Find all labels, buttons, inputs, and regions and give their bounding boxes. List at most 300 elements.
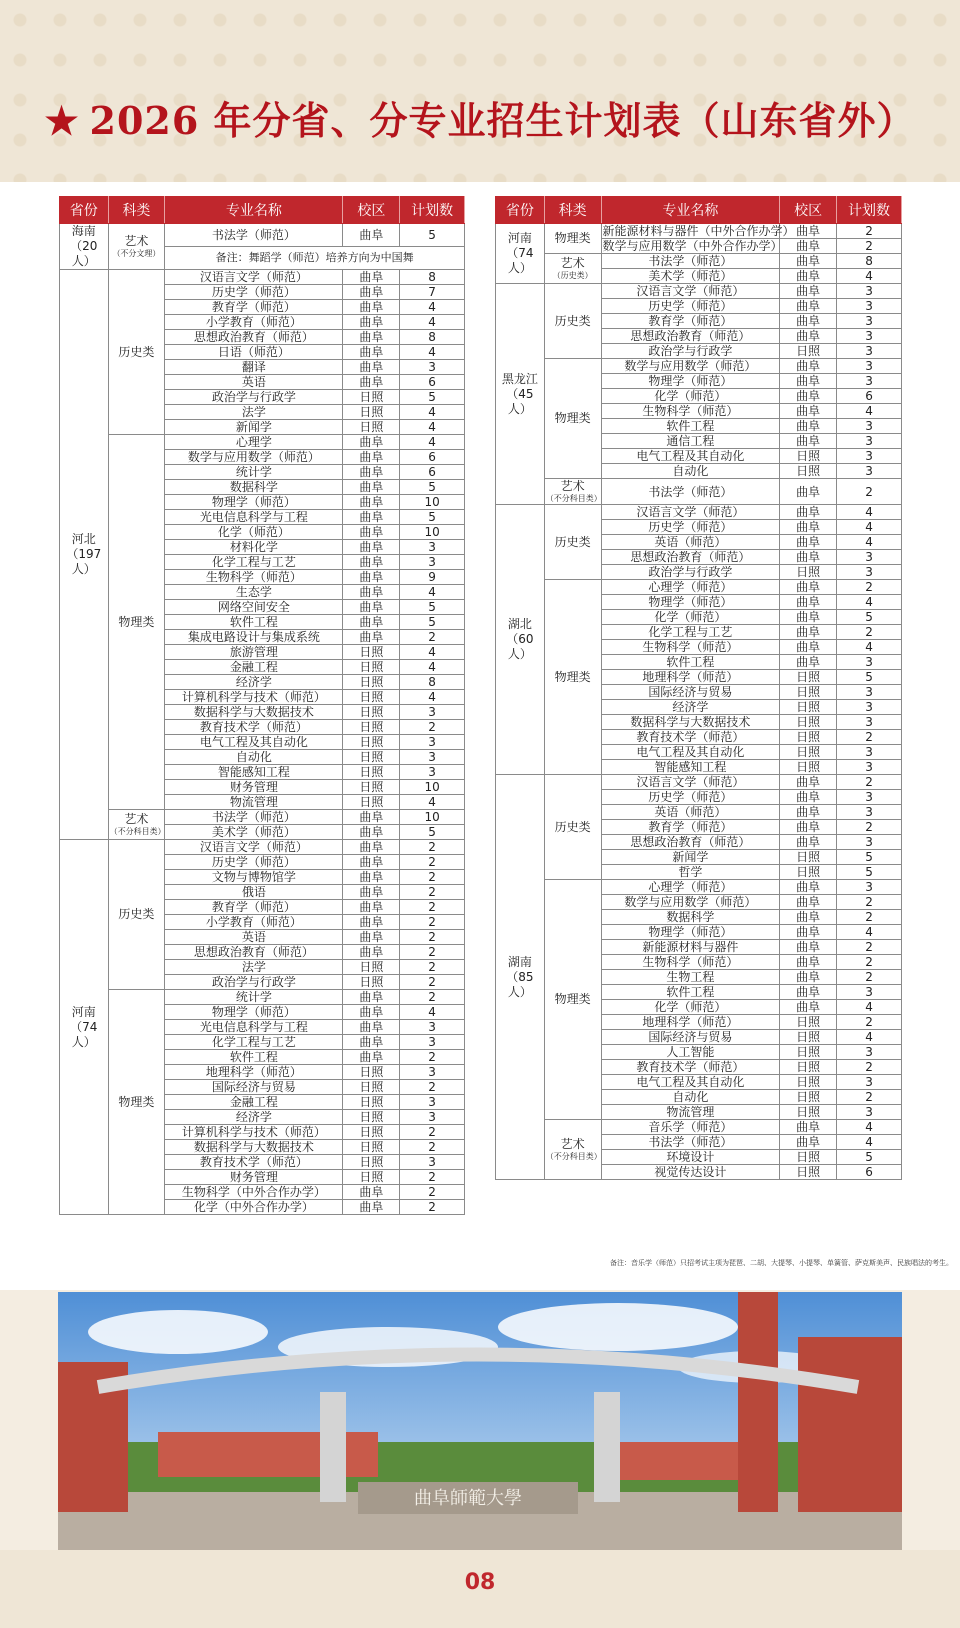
quota-cell: 3: [837, 550, 902, 565]
province-cell: [496, 775, 545, 1180]
quota-cell: 8: [400, 330, 465, 345]
quota-cell: 10: [400, 810, 465, 825]
category-cell: [544, 254, 601, 284]
quota-cell: 4: [837, 1135, 902, 1150]
major-cell: 物理学（师范）: [165, 1005, 343, 1020]
campus-cell: 日照: [780, 1150, 837, 1165]
quota-cell: 10: [400, 495, 465, 510]
campus-cell: 日照: [780, 565, 837, 580]
quota-cell: 3: [837, 359, 902, 374]
major-cell: 教育技术学（师范）: [601, 730, 780, 745]
major-cell: 物流管理: [165, 795, 343, 810]
star-icon: ★: [44, 98, 80, 143]
major-cell: 书法学（师范）: [601, 1135, 780, 1150]
category-cell: [108, 990, 165, 1215]
quota-cell: 2: [400, 930, 465, 945]
quota-cell: 3: [400, 1035, 465, 1050]
category-cell: [544, 880, 601, 1120]
category-name: 艺术: [560, 479, 585, 493]
major-cell: 旅游管理: [165, 645, 343, 660]
quota-cell: 3: [837, 434, 902, 449]
campus-cell: 日照: [780, 865, 837, 880]
major-cell: 国际经济与贸易: [601, 1030, 780, 1045]
province-total: （20 人）: [70, 239, 98, 268]
quota-cell: 5: [400, 615, 465, 630]
campus-cell: 日照: [343, 975, 400, 990]
quota-cell: 5: [400, 510, 465, 525]
category-name: 艺术: [560, 1137, 585, 1151]
quota-cell: 4: [400, 345, 465, 360]
major-cell: 思想政治教育（师范）: [165, 945, 343, 960]
campus-cell: 曲阜: [343, 1020, 400, 1035]
campus-cell: 曲阜: [343, 855, 400, 870]
campus-cell: 曲阜: [780, 610, 837, 625]
campus-cell: 曲阜: [780, 940, 837, 955]
quota-cell: 3: [400, 705, 465, 720]
note-cell: 备注：舞蹈学（师范）培养方向为中国舞: [165, 247, 465, 270]
major-cell: 日语（师范）: [165, 345, 343, 360]
category-cell: [544, 284, 601, 359]
quota-cell: 7: [400, 285, 465, 300]
campus-cell: 曲阜: [780, 640, 837, 655]
province-cell: [496, 224, 545, 284]
page-number: 08: [464, 1570, 496, 1595]
campus-cell: 曲阜: [780, 299, 837, 314]
quota-cell: 3: [837, 1075, 902, 1090]
category-name: 物理类: [554, 231, 591, 245]
quota-cell: 3: [837, 1105, 902, 1120]
quota-cell: 3: [837, 835, 902, 850]
major-cell: 汉语言文学（师范）: [165, 270, 343, 285]
campus-cell: 日照: [343, 1155, 400, 1170]
major-cell: 汉语言文学（师范）: [601, 505, 780, 520]
campus-cell: 曲阜: [780, 910, 837, 925]
quota-cell: 2: [837, 775, 902, 790]
quota-cell: 2: [837, 239, 902, 254]
province-name: 河北: [71, 532, 96, 546]
major-cell: 生物科学（师范）: [165, 570, 343, 585]
major-cell: 书法学（师范）: [165, 224, 343, 247]
major-cell: 书法学（师范）: [601, 254, 780, 269]
quota-cell: 5: [837, 1150, 902, 1165]
campus-cell: 曲阜: [780, 895, 837, 910]
major-cell: 英语（师范）: [601, 805, 780, 820]
campus-cell: 日照: [343, 720, 400, 735]
campus-cell: 曲阜: [780, 419, 837, 434]
quota-cell: 10: [400, 780, 465, 795]
campus-cell: 日照: [343, 1080, 400, 1095]
quota-cell: 4: [837, 595, 902, 610]
quota-cell: 3: [837, 805, 902, 820]
quota-cell: 4: [837, 505, 902, 520]
quota-cell: 3: [837, 419, 902, 434]
major-cell: 视觉传达设计: [601, 1165, 780, 1180]
category-name: 艺术: [560, 256, 585, 270]
campus-cell: 日照: [343, 735, 400, 750]
campus-cell: 曲阜: [343, 1185, 400, 1200]
major-cell: 生态学: [165, 585, 343, 600]
table-row: [496, 880, 902, 895]
major-cell: 人工智能: [601, 1045, 780, 1060]
table-row: [496, 254, 902, 269]
quota-cell: 3: [837, 449, 902, 464]
major-cell: 物理学（师范）: [601, 595, 780, 610]
quota-cell: 2: [400, 915, 465, 930]
campus-cell: 日照: [343, 405, 400, 420]
major-cell: 地理科学（师范）: [601, 1015, 780, 1030]
campus-cell: 日照: [780, 730, 837, 745]
province-total: （197 人）: [66, 547, 102, 576]
major-cell: 小学教育（师范）: [165, 315, 343, 330]
quota-cell: 4: [400, 660, 465, 675]
major-cell: 思想政治教育（师范）: [165, 330, 343, 345]
campus-cell: 日照: [780, 464, 837, 479]
quota-cell: 5: [400, 600, 465, 615]
campus-cell: 曲阜: [780, 550, 837, 565]
major-cell: 材料化学: [165, 540, 343, 555]
quota-cell: 3: [837, 715, 902, 730]
campus-cell: 曲阜: [343, 570, 400, 585]
quota-cell: 3: [837, 760, 902, 775]
major-cell: 电气工程及其自动化: [601, 745, 780, 760]
quota-cell: 2: [837, 580, 902, 595]
quota-cell: 3: [400, 1065, 465, 1080]
major-cell: 生物工程: [601, 970, 780, 985]
left-enrollment-table: [59, 196, 465, 1215]
campus-cell: 曲阜: [343, 915, 400, 930]
campus-cell: 日照: [780, 715, 837, 730]
campus-cell: 曲阜: [780, 389, 837, 404]
quota-cell: 2: [400, 1185, 465, 1200]
quota-cell: 2: [400, 1200, 465, 1215]
campus-cell: 日照: [343, 690, 400, 705]
category-cell: [544, 580, 601, 775]
campus-cell: 曲阜: [780, 434, 837, 449]
major-cell: 软件工程: [601, 655, 780, 670]
campus-cell: 曲阜: [343, 435, 400, 450]
province-name: 河南: [507, 231, 532, 245]
campus-cell: 曲阜: [343, 945, 400, 960]
campus-cell: 曲阜: [780, 535, 837, 550]
quota-cell: 2: [837, 224, 902, 239]
quota-cell: 2: [400, 870, 465, 885]
major-cell: 书法学（师范）: [601, 479, 780, 505]
campus-cell: 日照: [780, 670, 837, 685]
campus-cell: 曲阜: [780, 505, 837, 520]
table-row: [60, 270, 465, 285]
major-cell: 物流管理: [601, 1105, 780, 1120]
major-cell: 历史学（师范）: [601, 520, 780, 535]
campus-cell: 日照: [343, 795, 400, 810]
quota-cell: 4: [837, 535, 902, 550]
quota-cell: 2: [837, 820, 902, 835]
campus-cell: 曲阜: [343, 345, 400, 360]
major-cell: 统计学: [165, 465, 343, 480]
campus-cell: 日照: [780, 850, 837, 865]
major-cell: 自动化: [601, 1090, 780, 1105]
campus-cell: 日照: [780, 1090, 837, 1105]
quota-cell: 3: [400, 750, 465, 765]
table-row: [60, 840, 465, 855]
campus-cell: 曲阜: [343, 930, 400, 945]
major-cell: 思想政治教育（师范）: [601, 835, 780, 850]
campus-cell: 曲阜: [780, 224, 837, 239]
quota-cell: 4: [400, 1005, 465, 1020]
category-subtitle: （不分文理）: [112, 249, 161, 258]
major-cell: 电气工程及其自动化: [601, 449, 780, 464]
campus-cell: 曲阜: [780, 955, 837, 970]
campus-cell: 曲阜: [343, 900, 400, 915]
quota-cell: 3: [400, 360, 465, 375]
campus-cell: 曲阜: [343, 1050, 400, 1065]
category-name: 历史类: [554, 313, 591, 328]
major-cell: 历史学（师范）: [601, 299, 780, 314]
quota-cell: 3: [837, 284, 902, 299]
major-cell: 自动化: [165, 750, 343, 765]
quota-cell: 4: [837, 520, 902, 535]
category-subtitle: （不分科目类）: [109, 827, 166, 836]
major-cell: 地理科学（师范）: [165, 1065, 343, 1080]
major-cell: 化学工程与工艺: [165, 1035, 343, 1050]
campus-cell: 日照: [780, 1060, 837, 1075]
major-cell: 心理学: [165, 435, 343, 450]
quota-cell: 4: [400, 300, 465, 315]
category-name: 物理类: [554, 669, 591, 684]
campus-cell: 日照: [780, 344, 837, 359]
campus-cell: 曲阜: [780, 404, 837, 419]
campus-cell: 曲阜: [343, 450, 400, 465]
category-subtitle: （历史类）: [552, 271, 593, 280]
major-cell: 历史学（师范）: [601, 790, 780, 805]
major-cell: 生物科学（师范）: [601, 955, 780, 970]
major-cell: 数据科学与大数据技术: [165, 705, 343, 720]
quota-cell: 4: [400, 405, 465, 420]
major-cell: 经济学: [165, 675, 343, 690]
major-cell: 计算机科学与技术（师范）: [165, 1125, 343, 1140]
major-cell: 财务管理: [165, 1170, 343, 1185]
category-cell: [544, 479, 601, 505]
column-header: 校区: [343, 197, 400, 224]
quota-cell: 5: [400, 390, 465, 405]
quota-cell: 2: [400, 990, 465, 1005]
major-cell: 经济学: [601, 700, 780, 715]
quota-cell: 5: [837, 610, 902, 625]
quota-cell: 4: [837, 269, 902, 284]
major-cell: 汉语言文学（师范）: [165, 840, 343, 855]
quota-cell: 2: [400, 855, 465, 870]
major-cell: 数学与应用数学（师范）: [601, 359, 780, 374]
gate-inscription: 曲阜師範大學: [414, 1488, 522, 1509]
campus-cell: 曲阜: [343, 810, 400, 825]
quota-cell: 9: [400, 570, 465, 585]
quota-cell: 4: [837, 404, 902, 419]
quota-cell: 3: [400, 1155, 465, 1170]
enrollment-table: [59, 196, 465, 1215]
province-cell: [60, 224, 109, 270]
table-row: [60, 810, 465, 825]
campus-cell: 日照: [343, 705, 400, 720]
quota-cell: 4: [837, 640, 902, 655]
major-cell: 新闻学: [165, 420, 343, 435]
quota-cell: 3: [837, 344, 902, 359]
category-cell: [108, 270, 165, 435]
category-name: 物理类: [118, 1094, 155, 1109]
column-header: 专业名称: [601, 197, 780, 224]
quota-cell: 2: [837, 1060, 902, 1075]
quota-cell: 2: [837, 910, 902, 925]
major-cell: 财务管理: [165, 780, 343, 795]
quota-cell: 3: [837, 790, 902, 805]
major-cell: 心理学（师范）: [601, 880, 780, 895]
category-name: 历史类: [554, 534, 591, 549]
major-cell: 思想政治教育（师范）: [601, 329, 780, 344]
campus-cell: 曲阜: [780, 805, 837, 820]
column-header: 省份: [60, 197, 109, 224]
major-cell: 物理学（师范）: [601, 374, 780, 389]
major-cell: 数学与应用数学（师范）: [165, 450, 343, 465]
major-cell: 环境设计: [601, 1150, 780, 1165]
province-total: （74 人）: [506, 246, 534, 275]
major-cell: 生物科学（师范）: [601, 640, 780, 655]
major-cell: 英语: [165, 375, 343, 390]
campus-cell: 曲阜: [343, 480, 400, 495]
campus-cell: 曲阜: [343, 540, 400, 555]
province-name: 海南: [71, 224, 96, 238]
quota-cell: 3: [837, 880, 902, 895]
major-cell: 新能源材料与器件（中外合作办学）: [602, 224, 795, 238]
campus-cell: 曲阜: [343, 495, 400, 510]
campus-cell: 曲阜: [780, 269, 837, 284]
campus-cell: 曲阜: [343, 224, 400, 247]
column-header: 专业名称: [165, 197, 343, 224]
campus-cell: 曲阜: [780, 1000, 837, 1015]
quota-cell: 2: [837, 1015, 902, 1030]
province-total: （45 人）: [506, 386, 534, 416]
campus-cell: 曲阜: [780, 329, 837, 344]
campus-cell: 日照: [343, 1170, 400, 1185]
quota-cell: 3: [837, 329, 902, 344]
quota-cell: 4: [400, 420, 465, 435]
quota-cell: 3: [837, 985, 902, 1000]
major-cell: 生物科学（师范）: [601, 404, 780, 419]
quota-cell: 6: [837, 1165, 902, 1180]
campus-cell: 日照: [780, 700, 837, 715]
campus-cell: 曲阜: [343, 600, 400, 615]
campus-cell: 曲阜: [780, 359, 837, 374]
major-cell: 化学（师范）: [601, 610, 780, 625]
quota-cell: 3: [837, 685, 902, 700]
campus-cell: 曲阜: [343, 585, 400, 600]
quota-cell: 2: [400, 1125, 465, 1140]
campus-cell: 曲阜: [343, 615, 400, 630]
major-cell: 俄语: [165, 885, 343, 900]
major-cell: 政治学与行政学: [165, 975, 343, 990]
quota-cell: 10: [400, 525, 465, 540]
quota-cell: 2: [837, 940, 902, 955]
major-cell: 地理科学（师范）: [601, 670, 780, 685]
major-cell: 文物与博物馆学: [165, 870, 343, 885]
campus-cell: 日照: [343, 960, 400, 975]
quota-cell: 2: [837, 730, 902, 745]
category-cell: [108, 435, 165, 810]
campus-cell: 曲阜: [343, 375, 400, 390]
campus-cell: 日照: [343, 1065, 400, 1080]
major-cell: 物理学（师范）: [165, 495, 343, 510]
campus-cell: 曲阜: [780, 314, 837, 329]
footnote: 备注：音乐学（师范）只招考试主项为琵琶、二胡、大提琴、小提琴、单簧管、萨克斯美声、民族唱法的考生。: [610, 1259, 953, 1267]
quota-cell: 2: [400, 975, 465, 990]
quota-cell: 6: [400, 375, 465, 390]
quota-cell: 3: [400, 1020, 465, 1035]
campus-cell: 日照: [343, 750, 400, 765]
campus-cell: 曲阜: [780, 835, 837, 850]
major-cell: 智能感知工程: [165, 765, 343, 780]
province-cell: [60, 270, 109, 840]
right-enrollment-table: [495, 196, 902, 1180]
campus-cell: 曲阜: [343, 1200, 400, 1215]
campus-cell: 曲阜: [343, 525, 400, 540]
category-name: 历史类: [118, 907, 155, 921]
campus-cell: 曲阜: [343, 300, 400, 315]
major-cell: 政治学与行政学: [601, 565, 780, 580]
campus-cell: 日照: [343, 420, 400, 435]
campus-cell: 曲阜: [780, 479, 837, 505]
campus-cell: 曲阜: [780, 625, 837, 640]
campus-cell: 曲阜: [343, 885, 400, 900]
major-cell: 书法学（师范）: [165, 810, 343, 825]
table-row: [496, 1120, 902, 1135]
province-cell: [496, 505, 545, 775]
quota-cell: 2: [837, 1090, 902, 1105]
column-header: 科类: [108, 197, 165, 224]
major-cell: 电气工程及其自动化: [165, 735, 343, 750]
quota-cell: 2: [400, 945, 465, 960]
category-cell: [544, 775, 601, 880]
category-cell: [108, 224, 165, 270]
quota-cell: 5: [837, 865, 902, 880]
major-cell: 自动化: [601, 464, 780, 479]
campus-cell: 日照: [343, 390, 400, 405]
major-cell: 化学工程与工艺: [601, 625, 780, 640]
major-cell: 数学与应用数学（中外合作办学）: [602, 239, 783, 253]
campus-gate-photo: [58, 1292, 902, 1550]
category-name: 物理类: [554, 992, 591, 1006]
quota-cell: 2: [400, 630, 465, 645]
quota-cell: 2: [400, 1050, 465, 1065]
major-cell: 生物科学（中外合作办学）: [165, 1185, 343, 1200]
quota-cell: 4: [400, 585, 465, 600]
quota-cell: 8: [837, 254, 902, 269]
quota-cell: 3: [837, 314, 902, 329]
campus-cell: 曲阜: [343, 630, 400, 645]
campus-cell: 日照: [780, 1075, 837, 1090]
province-name: 黑龙江: [501, 371, 538, 386]
table-row: [496, 580, 902, 595]
major-cell: 法学: [165, 405, 343, 420]
campus-cell: 日照: [780, 1165, 837, 1180]
campus-cell: 日照: [780, 449, 837, 464]
major-cell: 软件工程: [601, 419, 780, 434]
campus-cell: 曲阜: [780, 970, 837, 985]
major-cell: 金融工程: [165, 1095, 343, 1110]
major-cell: 数据科学: [165, 480, 343, 495]
column-header: 省份: [496, 197, 545, 224]
table-row: [496, 505, 902, 520]
category-cell: [544, 505, 601, 580]
quota-cell: 3: [837, 464, 902, 479]
major-cell: 历史学（师范）: [165, 285, 343, 300]
province-total: （85 人）: [506, 969, 534, 999]
